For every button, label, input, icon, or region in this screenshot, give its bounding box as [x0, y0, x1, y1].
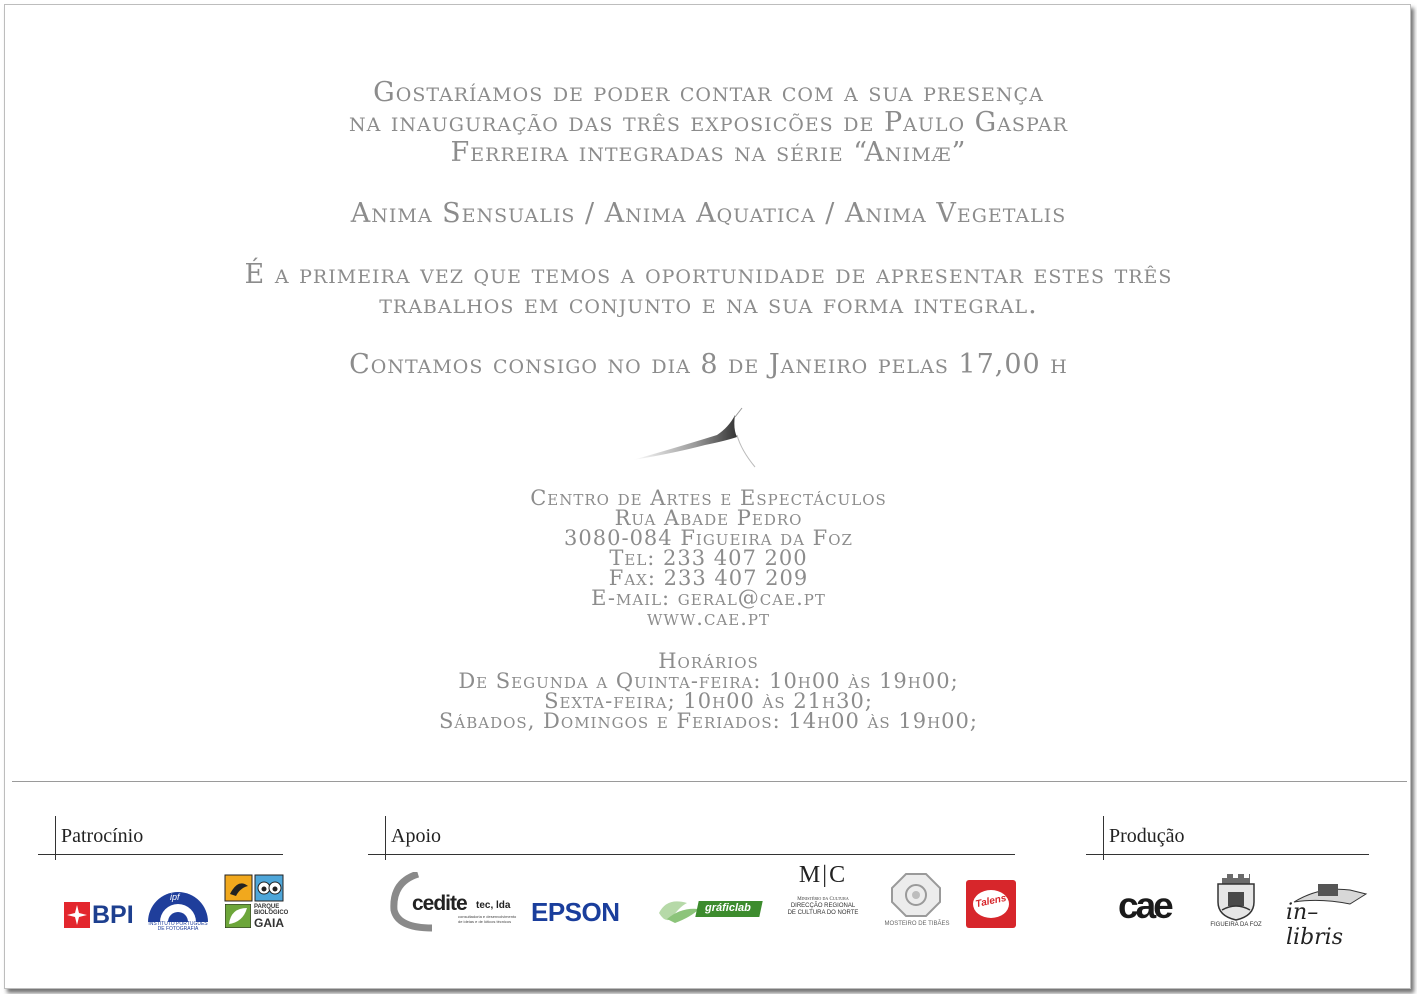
- parque-biologico-gaia-logo: [224, 874, 289, 930]
- gaia-text-3: GAIA: [254, 916, 284, 930]
- bpi-star-icon: [64, 902, 90, 928]
- ipf-name: INSTITUTO PORTUGUÊS DE FOTOGRAFIA: [148, 921, 208, 932]
- in-libris-text: in–libris: [1286, 900, 1343, 950]
- venue-info: [0, 488, 1417, 628]
- mc-monogram: M|C: [798, 862, 848, 888]
- invite-line-7: Contamos consigo no dia 8 de Janeiro pelas 17,00 h: [349, 349, 1068, 380]
- invitation-date: [0, 350, 1417, 380]
- ipf-logo: [146, 884, 210, 932]
- footer-divider: [12, 781, 1407, 782]
- venue-street: Rua Abade Pedro: [614, 506, 803, 530]
- tibaes-emblem-icon: [890, 872, 942, 918]
- mosteiro-tibaes-logo: [878, 872, 956, 932]
- venue-email: E-mail: geral@cae.pt: [591, 586, 826, 610]
- gaia-text-1: PARQUE: [254, 904, 280, 910]
- section-support-title: Apoio: [391, 825, 441, 847]
- cedite-text: cedite: [412, 892, 467, 915]
- talens-logo: [966, 880, 1016, 928]
- in-libris-logo: [1284, 880, 1374, 950]
- ministerio-cultura-logo: [778, 862, 868, 932]
- production-hbar: [1086, 854, 1369, 855]
- graficlab-logo: [657, 893, 767, 927]
- figueira-text: FIGUEIRA DA FOZ: [1210, 922, 1262, 928]
- cedite-logo: [388, 872, 520, 932]
- venue-tel: Tel: 233 407 200: [609, 546, 808, 570]
- invitation-description: [0, 260, 1417, 320]
- hours-title: Horários: [658, 649, 759, 673]
- section-sponsor-title: Patrocínio: [61, 825, 144, 847]
- support-hbar: [368, 854, 1015, 855]
- talens-text: Talens: [974, 892, 1008, 911]
- cedite-subtitle: consultadoria e desenvolvimento de ideias e de lóticos técnicos: [458, 914, 517, 924]
- cedite-suffix: tec, lda: [476, 900, 511, 911]
- invite-line-6: trabalhos em conjunto e na sua forma integral.: [379, 289, 1038, 320]
- venue-fax: Fax: 233 407 209: [608, 566, 809, 590]
- venue-name: Centro de Artes e Espectáculos: [530, 486, 887, 510]
- hours-friday: Sexta-feira; 10h00 às 21h30;: [544, 689, 873, 713]
- epson-logo: EPSON: [531, 897, 620, 927]
- graficlab-text: gráficlab: [705, 902, 751, 914]
- tibaes-text: MOSTEIRO DE TIBÃES: [884, 921, 950, 927]
- graficlab-leaf-icon: [657, 893, 701, 927]
- invite-line-4: Anima Sensualis / Anima Aquatica / Anima Vegetalis: [350, 198, 1067, 229]
- mc-line-2: DIRECÇÃO REGIONAL: [790, 903, 856, 909]
- bpi-text: BPI: [92, 901, 134, 929]
- section-production-title: Produção: [1109, 825, 1185, 847]
- sponsor-hbar: [38, 854, 283, 855]
- hours-weekdays: De Segunda a Quinta-feira: 10h00 às 19h00;: [458, 669, 959, 693]
- invite-line-5: É a primeira vez que temos a oportunidade de apresentar estes três: [244, 259, 1173, 290]
- cae-logo: cae: [1118, 885, 1171, 926]
- mc-line-3: DE CULTURA DO NORTE: [787, 910, 859, 916]
- brush-stroke-ornament: [625, 405, 785, 475]
- invite-line-2: na inauguração das três exposicões de Paulo Gaspar: [348, 107, 1069, 138]
- bpi-logo: [64, 901, 134, 929]
- exhibition-titles: [0, 199, 1417, 229]
- gaia-text: [254, 904, 288, 929]
- hours-weekend: Sábados, Domingos e Feriados: 14h00 às 19h00;: [439, 709, 978, 733]
- invitation-text: [0, 78, 1417, 168]
- gaia-leaf-icon: [225, 904, 251, 928]
- opening-hours: [0, 651, 1417, 731]
- gaia-animals-icon: [224, 874, 284, 902]
- coat-of-arms-icon: [1208, 872, 1264, 922]
- venue-website: www.cae.pt: [647, 606, 770, 630]
- venue-city: 3080-084 Figueira da Foz: [564, 526, 853, 550]
- invite-line-3: Ferreira integradas na série “Animæ”: [450, 137, 967, 168]
- figueira-da-foz-logo: [1208, 872, 1264, 932]
- invite-line-1: Gostaríamos de poder contar com a sua presença: [373, 77, 1044, 108]
- ipf-abbr: ipf: [170, 892, 180, 902]
- gaia-text-2: BIOLÓGICO: [254, 910, 289, 916]
- mc-line-1: Ministério da Cultura: [797, 897, 849, 902]
